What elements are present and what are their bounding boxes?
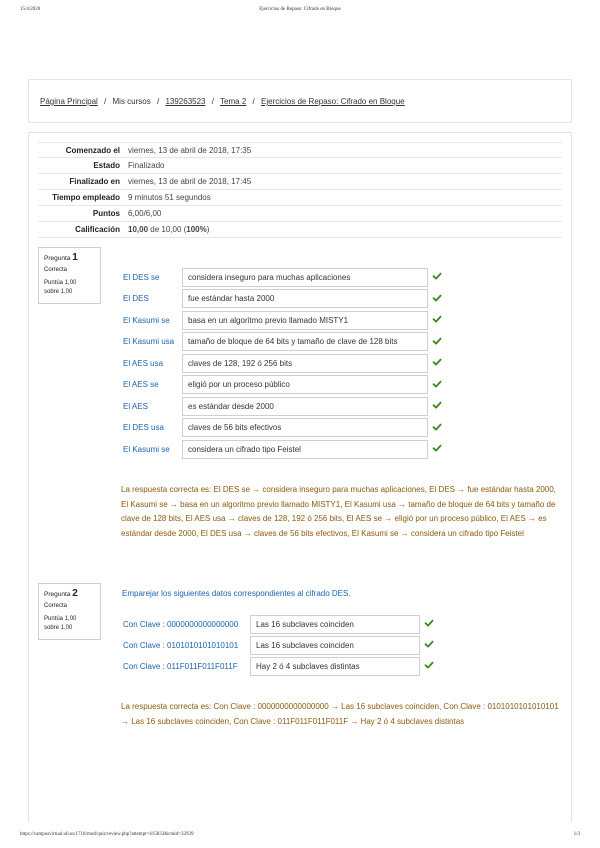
breadcrumb-separator: / — [104, 97, 107, 106]
match-row — [123, 332, 398, 352]
breadcrumb-separator: / — [252, 97, 255, 106]
match-answer-select[interactable]: Hay 2 ó 4 subclaves distintas — [250, 657, 420, 676]
breadcrumb-container — [28, 79, 572, 123]
match-row — [123, 439, 301, 459]
check-icon — [424, 660, 434, 670]
match-row — [123, 614, 354, 634]
check-icon — [432, 379, 442, 389]
print-page-number: 1/3 — [573, 832, 580, 837]
question-label: Pregunta — [44, 591, 71, 598]
match-answer-select[interactable]: Las 16 subclaves coinciden — [250, 615, 420, 634]
question-1-info — [38, 247, 101, 304]
match-row — [123, 267, 351, 287]
question-state: Correcta — [44, 267, 68, 273]
breadcrumb-section-link[interactable]: Tema 2 — [220, 97, 247, 106]
match-stem: El Kasumi usa — [123, 337, 175, 346]
check-icon — [432, 271, 442, 281]
check-icon — [432, 443, 442, 453]
match-answer-select[interactable]: Las 16 subclaves coinciden — [250, 636, 420, 655]
summary-label: Finalizado en — [69, 177, 120, 186]
breadcrumb-separator: / — [156, 97, 160, 106]
question-state: Correcta — [44, 603, 68, 609]
breadcrumb-quiz-link[interactable]: Ejercicios de Repaso: Cifrado en Bloque — [260, 97, 405, 106]
grade-close: ) — [206, 225, 210, 234]
breadcrumb-my-courses: Mis cursos — [112, 97, 151, 106]
check-icon — [432, 422, 442, 432]
summary-value — [128, 225, 209, 234]
question-number-value: 1 — [72, 252, 78, 263]
summary-label: Tiempo empleado — [52, 193, 120, 202]
match-stem: El AES se — [123, 380, 159, 389]
summary-label: Comenzado el — [65, 145, 120, 155]
match-stem: El DES se — [123, 272, 160, 282]
attempt-summary-table — [38, 142, 562, 238]
summary-value: viernes, 13 de abril de 2018, 17:35 — [128, 145, 252, 155]
summary-row — [38, 206, 562, 222]
question-mark-line2: sobre 1,00 — [44, 288, 73, 295]
summary-row — [38, 190, 562, 206]
check-icon — [432, 400, 442, 410]
question-mark-line1: Puntúa 1,00 — [44, 616, 77, 622]
question-2-info — [38, 583, 101, 640]
question-mark-line1: Puntúa 1,00 — [44, 280, 77, 286]
match-row — [123, 418, 282, 438]
summary-label: Puntos — [92, 209, 120, 218]
summary-row — [38, 222, 562, 238]
match-row — [123, 289, 275, 309]
question-label: Pregunta — [44, 255, 71, 262]
grade-out-of: de 10,00 ( — [148, 225, 187, 234]
question-mark-line2: sobre 1,00 — [44, 624, 73, 631]
check-icon — [432, 357, 442, 367]
summary-value: Finalizado — [128, 161, 165, 170]
summary-value: viernes, 13 de abril de 2018, 17:45 — [128, 177, 252, 186]
print-url: https://campusvirtual.ull.es/1718/mod/quiz/review.php?attempt=415833&cmid=32939 — [20, 832, 194, 837]
match-stem: El AES — [123, 401, 148, 411]
summary-row — [38, 174, 562, 190]
print-title: Ejercicios de Repaso: Cifrado en Bloque — [259, 7, 341, 12]
match-answer-select[interactable]: eligió por un proceso público — [182, 375, 428, 394]
match-stem: El AES usa — [123, 358, 164, 368]
match-stem: Con Clave : 0000000000000000 — [123, 619, 239, 629]
check-icon — [424, 618, 434, 628]
question-2-prompt: Emparejar los siguientes datos correspondientes al cifrado DES. — [122, 589, 351, 598]
match-stem: Con Clave : 0101010101010101 — [123, 640, 239, 650]
grade-percent: 100% — [186, 225, 207, 234]
match-answer-select[interactable]: basa en un algoritmo previo llamado MISTY1 — [182, 311, 428, 330]
check-icon — [432, 314, 442, 324]
match-stem: El Kasumi se — [123, 444, 170, 454]
breadcrumb — [40, 97, 405, 106]
match-stem: El DES usa — [123, 423, 164, 432]
match-answer-select[interactable]: fue estándar hasta 2000 — [182, 289, 428, 308]
summary-row — [38, 142, 562, 158]
match-answer-select[interactable]: considera un cifrado tipo Feistel — [182, 440, 428, 459]
summary-label: Estado — [93, 161, 120, 170]
match-answer-select[interactable]: claves de 56 bits efectivos — [182, 418, 428, 437]
match-answer-select[interactable]: considera inseguro para muchas aplicaciones — [182, 268, 428, 287]
question-number-value: 2 — [72, 588, 78, 599]
breadcrumb-separator: / — [211, 97, 214, 106]
check-icon — [432, 293, 442, 303]
match-row — [123, 656, 360, 676]
match-row — [123, 310, 349, 330]
question-mark — [44, 279, 95, 296]
question-1-feedback: La respuesta correcta es: El DES se → considera inseguro para muchas aplicaciones, El DES → fue estándar hasta 2000, El Kasumi se → basa en un algoritmo previo llamado MISTY1, El Kasumi usa → tamaño de bloque de 64 bits y tamaño de clave de 128 bits, El AES usa → claves de 128, 192 ó 256 bits, El AES se → eligió por un proceso público, El AES → es estándar desde 2000, El DES usa → claves de 56 bits efectivos, El Kasumi se → considera un cifrado tipo Feistel — [121, 485, 556, 538]
match-stem: El Kasumi se — [123, 315, 170, 325]
breadcrumb-home-link[interactable]: Página Principal — [40, 97, 98, 106]
match-answer-select[interactable]: tamaño de bloque de 64 bits y tamaño de clave de 128 bits — [182, 332, 428, 351]
print-date: 15/4/2020 — [20, 7, 41, 12]
summary-value: 9 minutos 51 segundos — [128, 193, 211, 202]
question-number — [44, 588, 95, 599]
breadcrumb-course-link[interactable]: 139263523 — [165, 97, 206, 106]
match-row — [123, 353, 293, 373]
match-stem: Con Clave : 011F011F011F011F — [123, 661, 238, 671]
match-answer-select[interactable]: es estándar desde 2000 — [182, 397, 428, 416]
check-icon — [432, 336, 442, 346]
match-row — [123, 396, 274, 416]
summary-value: 6,00/6,00 — [128, 209, 162, 218]
match-answer-select[interactable]: claves de 128, 192 ó 256 bits — [182, 354, 428, 373]
match-row — [123, 635, 354, 655]
summary-row — [38, 158, 562, 174]
check-icon — [424, 639, 434, 649]
match-stem: El DES — [123, 294, 149, 303]
match-row — [123, 375, 290, 395]
question-mark — [44, 615, 95, 632]
question-2-feedback: La respuesta correcta es: Con Clave : 0000000000000000 → Las 16 subclaves coinciden, Con Clave : 0101010101010101 → Las 16 subclaves coinciden, Con Clave : 011F011F011F011F → Hay 2 ó 4 subclaves distintas — [121, 702, 559, 726]
grade-score: 10,00 — [128, 225, 149, 234]
question-number — [44, 252, 95, 263]
summary-label: Calificación — [75, 225, 120, 234]
